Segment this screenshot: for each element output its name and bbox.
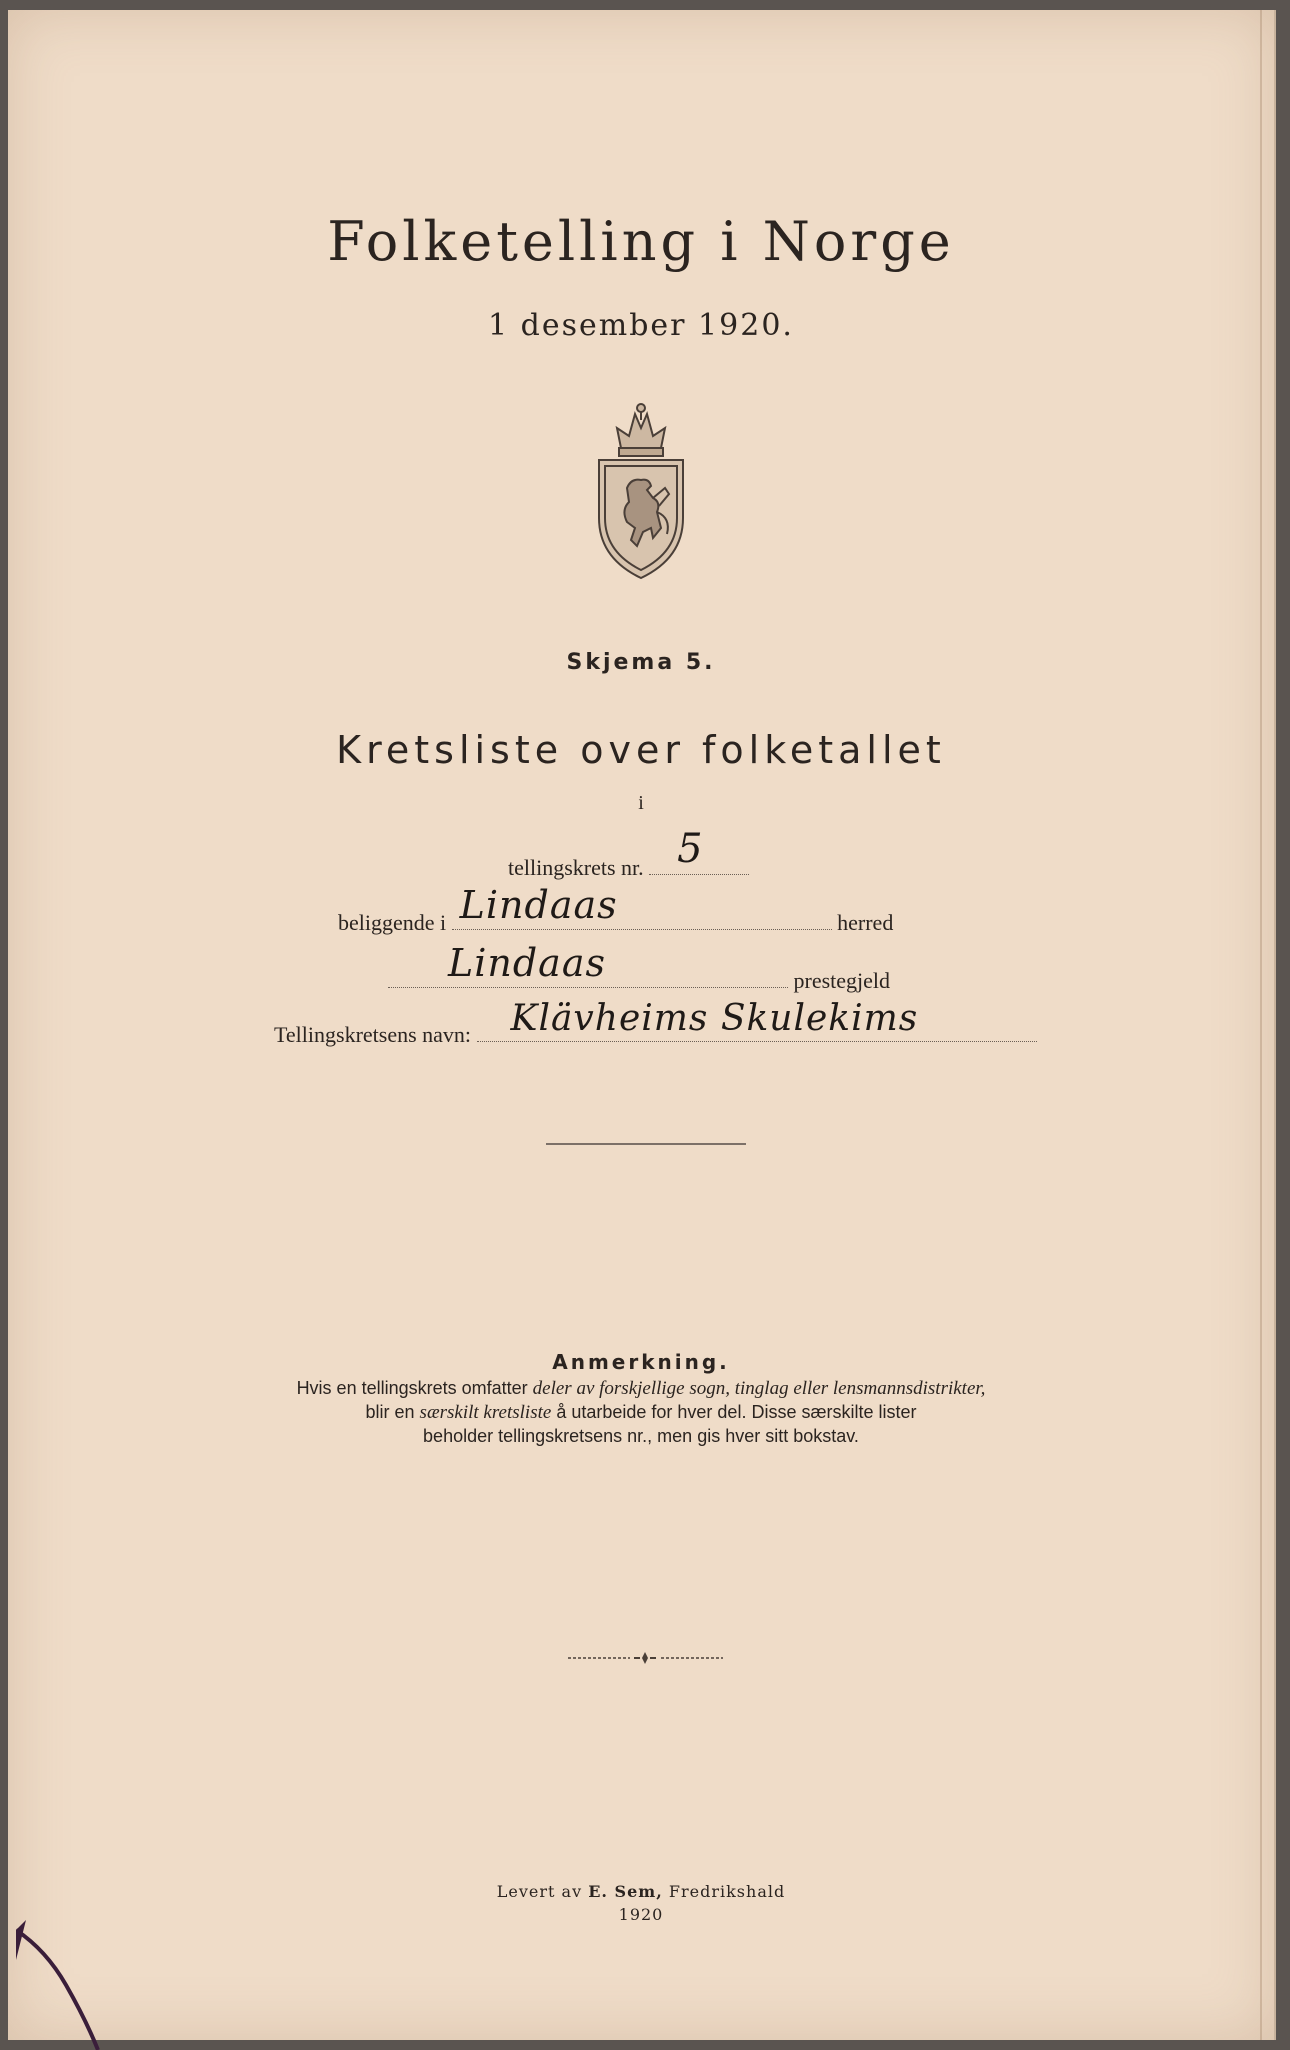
note-line-2 xyxy=(8,1400,1274,1425)
form-title: Folketelling i Norge xyxy=(327,210,955,273)
printer-name: E. Sem, xyxy=(588,1882,663,1901)
parish-value: Lindaas xyxy=(448,941,606,985)
note-emphasis: deler av forskjellige sogn, tinglag eller lensmannsdistrikter, xyxy=(532,1378,986,1399)
parish-row xyxy=(388,941,891,994)
ink-mark-icon xyxy=(16,1890,126,2050)
note-heading: Anmerkning. xyxy=(552,1350,730,1374)
printer-imprint xyxy=(8,1882,1274,1901)
municipality-value: Lindaas xyxy=(459,883,618,927)
district-name-label: Tellingskretsens navn: xyxy=(274,1022,472,1047)
note-line-1 xyxy=(8,1376,1274,1401)
note-text: Hvis en tellingskrets omfatter xyxy=(296,1378,533,1398)
municipality-row xyxy=(338,883,894,936)
district-name-value: Klävheims Skulekims xyxy=(510,998,919,1039)
district-number-value: 5 xyxy=(677,826,704,872)
note-line-3: beholder tellingskretsens nr., men gis hver sitt bokstav. xyxy=(423,1426,859,1446)
district-name-row xyxy=(274,998,1037,1048)
divider-rule xyxy=(546,1143,746,1145)
census-form-page xyxy=(8,10,1276,2040)
imprint-place: Fredrikshald xyxy=(662,1882,786,1901)
schema-number: Skjema 5. xyxy=(566,650,716,675)
herred-label: herred xyxy=(837,910,894,935)
note-text: blir en xyxy=(365,1402,420,1422)
note-emphasis: særskilt kretsliste xyxy=(419,1402,552,1423)
district-number-row xyxy=(508,826,749,881)
ornament-icon xyxy=(568,1650,723,1666)
form-heading: Kretsliste over folketallet xyxy=(336,728,946,772)
census-date: 1 desember 1920. xyxy=(488,308,794,343)
connector-word: i xyxy=(638,792,644,814)
parish-field xyxy=(388,941,788,988)
municipality-label: beliggende i xyxy=(338,910,447,935)
district-number-field xyxy=(649,826,749,875)
district-number-label: tellingskrets nr. xyxy=(508,855,644,880)
imprint-text: Levert av xyxy=(496,1882,589,1901)
note-text: å utarbeide for hver del. Disse særskilte lister xyxy=(551,1402,917,1422)
municipality-field xyxy=(452,883,832,930)
district-name-field xyxy=(477,998,1037,1042)
norwegian-coat-of-arms-icon xyxy=(591,398,691,582)
parish-label: prestegjeld xyxy=(793,968,891,993)
imprint-year: 1920 xyxy=(618,1905,664,1924)
